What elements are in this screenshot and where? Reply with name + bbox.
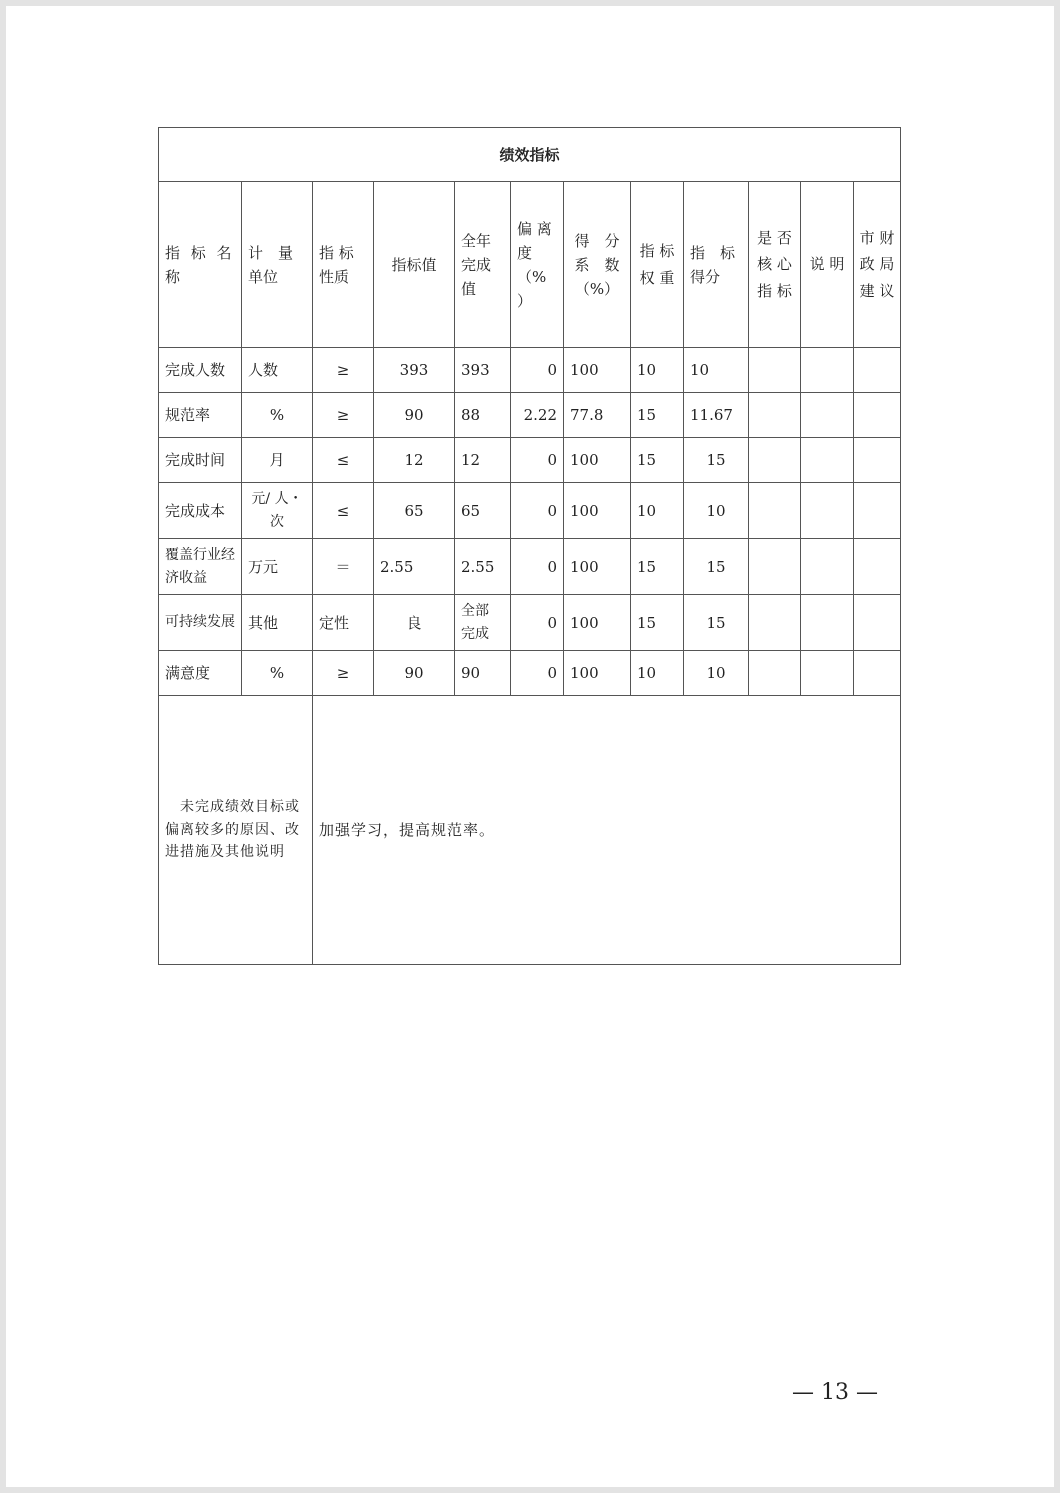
cell-nature: 定性	[313, 595, 374, 651]
cell-remark	[801, 595, 854, 651]
header-row	[159, 182, 901, 348]
cell-remark	[801, 651, 854, 696]
cell-target: 良	[374, 595, 455, 651]
cell-weight: 10	[631, 348, 684, 393]
table-row	[159, 651, 901, 696]
cell-coef: 100	[564, 539, 631, 595]
header-actual: 全年 完成 值	[455, 182, 511, 348]
cell-target: 90	[374, 393, 455, 438]
cell-name: 满意度	[159, 651, 242, 696]
cell-score: 10	[684, 483, 749, 539]
performance-indicator-table	[158, 127, 901, 965]
cell-unit: 其他	[242, 595, 313, 651]
cell-score: 15	[684, 595, 749, 651]
cell-deviation: 0	[511, 651, 564, 696]
cell-coef: 77.8	[564, 393, 631, 438]
cell-unit: 人数	[242, 348, 313, 393]
cell-coef: 100	[564, 651, 631, 696]
cell-remark	[801, 483, 854, 539]
header-bureau: 市 财 政 局 建 议	[854, 182, 901, 348]
cell-target: 65	[374, 483, 455, 539]
cell-nature: ＝	[313, 539, 374, 595]
cell-unit: 月	[242, 438, 313, 483]
cell-target: 90	[374, 651, 455, 696]
cell-core	[749, 348, 801, 393]
cell-nature: ≥	[313, 651, 374, 696]
cell-target: 2.55	[374, 539, 455, 595]
header-core: 是 否 核 心 指 标	[749, 182, 801, 348]
cell-bureau	[854, 483, 901, 539]
cell-nature: ≥	[313, 393, 374, 438]
cell-bureau	[854, 595, 901, 651]
cell-score: 10	[684, 348, 749, 393]
cell-coef: 100	[564, 595, 631, 651]
header-remark: 说 明	[801, 182, 854, 348]
cell-nature: ≥	[313, 348, 374, 393]
notes-content: 加强学习，提高规范率。	[313, 696, 901, 965]
cell-actual: 88	[455, 393, 511, 438]
cell-score: 15	[684, 539, 749, 595]
cell-deviation: 0	[511, 539, 564, 595]
header-deviation: 偏 离 度 （% ）	[511, 182, 564, 348]
cell-bureau	[854, 393, 901, 438]
notes-label: 未完成绩效目标或偏离较多的原因、改进措施及其他说明	[159, 696, 313, 965]
table-row	[159, 595, 901, 651]
header-weight: 指 标 权 重	[631, 182, 684, 348]
cell-score: 11.67	[684, 393, 749, 438]
header-indicator-name: 指 标 名 称	[159, 182, 242, 348]
cell-unit: 元/ 人・次	[242, 483, 313, 539]
cell-coef: 100	[564, 348, 631, 393]
header-nature: 指 标 性质	[313, 182, 374, 348]
header-score: 指 标 得分	[684, 182, 749, 348]
cell-actual: 全部 完成	[455, 595, 511, 651]
cell-deviation: 2.22	[511, 393, 564, 438]
cell-weight: 15	[631, 539, 684, 595]
page-number: — 13 —	[792, 1380, 878, 1405]
cell-deviation: 0	[511, 483, 564, 539]
cell-actual: 393	[455, 348, 511, 393]
table-row	[159, 348, 901, 393]
cell-name: 覆盖行业经济收益	[159, 539, 242, 595]
cell-bureau	[854, 539, 901, 595]
cell-nature: ≤	[313, 483, 374, 539]
cell-core	[749, 651, 801, 696]
cell-bureau	[854, 651, 901, 696]
cell-score: 15	[684, 438, 749, 483]
notes-row	[159, 696, 901, 965]
cell-bureau	[854, 348, 901, 393]
cell-actual: 90	[455, 651, 511, 696]
cell-name: 可持续发展	[159, 595, 242, 651]
cell-remark	[801, 393, 854, 438]
cell-remark	[801, 438, 854, 483]
cell-name: 规范率	[159, 393, 242, 438]
cell-remark	[801, 348, 854, 393]
cell-core	[749, 595, 801, 651]
cell-actual: 2.55	[455, 539, 511, 595]
table-title: 绩效指标	[159, 128, 901, 182]
cell-name: 完成时间	[159, 438, 242, 483]
cell-target: 393	[374, 348, 455, 393]
cell-core	[749, 483, 801, 539]
cell-weight: 15	[631, 438, 684, 483]
cell-deviation: 0	[511, 438, 564, 483]
header-unit: 计 量 单位	[242, 182, 313, 348]
cell-deviation: 0	[511, 595, 564, 651]
cell-unit: %	[242, 651, 313, 696]
cell-name: 完成人数	[159, 348, 242, 393]
cell-actual: 65	[455, 483, 511, 539]
cell-coef: 100	[564, 483, 631, 539]
table-row	[159, 393, 901, 438]
cell-unit: 万元	[242, 539, 313, 595]
table-row	[159, 539, 901, 595]
cell-weight: 10	[631, 651, 684, 696]
table-row	[159, 438, 901, 483]
cell-core	[749, 539, 801, 595]
cell-bureau	[854, 438, 901, 483]
header-target: 指标值	[374, 182, 455, 348]
header-coef: 得 分 系 数 （%）	[564, 182, 631, 348]
cell-deviation: 0	[511, 348, 564, 393]
cell-unit: %	[242, 393, 313, 438]
cell-core	[749, 438, 801, 483]
cell-weight: 15	[631, 595, 684, 651]
cell-weight: 10	[631, 483, 684, 539]
cell-core	[749, 393, 801, 438]
cell-coef: 100	[564, 438, 631, 483]
cell-actual: 12	[455, 438, 511, 483]
cell-nature: ≤	[313, 438, 374, 483]
cell-remark	[801, 539, 854, 595]
table-row	[159, 483, 901, 539]
cell-score: 10	[684, 651, 749, 696]
cell-name: 完成成本	[159, 483, 242, 539]
cell-weight: 15	[631, 393, 684, 438]
cell-target: 12	[374, 438, 455, 483]
